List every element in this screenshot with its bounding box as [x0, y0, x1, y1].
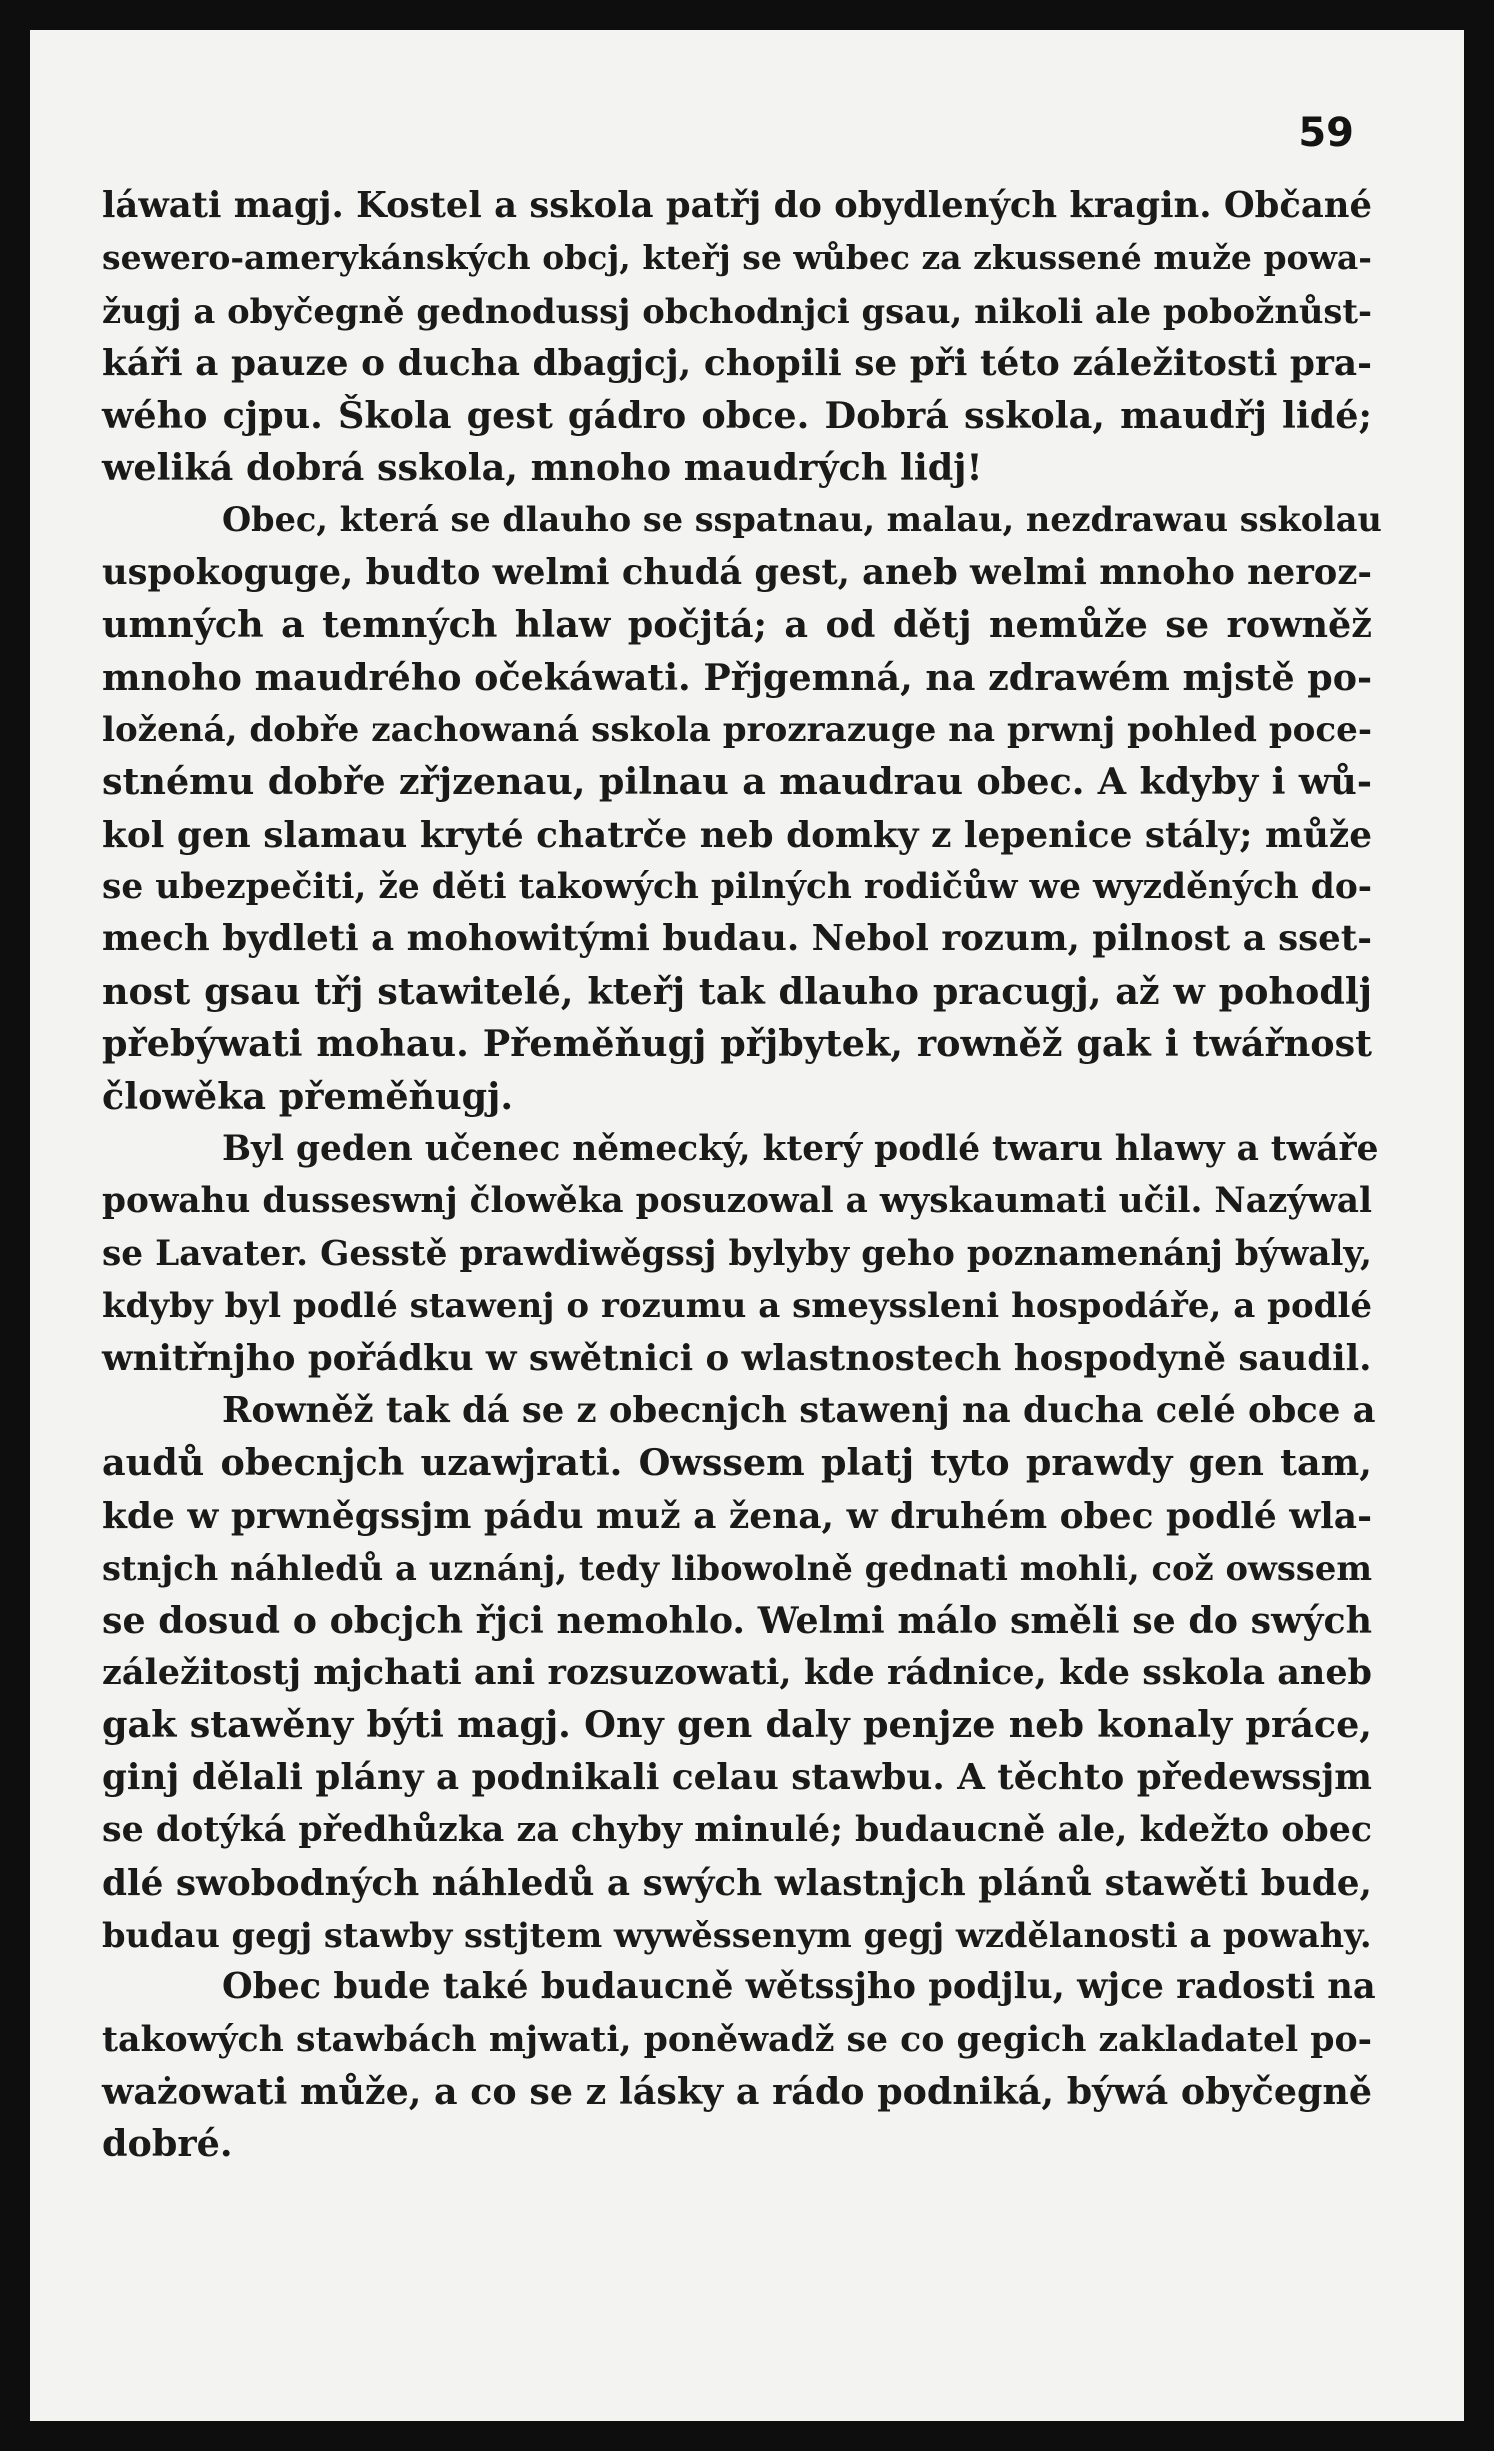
- page-number: 59: [1298, 110, 1354, 156]
- text-line: se dosud o obcjch řjci nemohlo. Welmi málo směli se do swých: [102, 1598, 1372, 1642]
- text-line: kde w prwněgssjm pádu muž a žena, w druhém obec podlé wla-: [102, 1494, 1372, 1537]
- text-line: sewero-amerykánských obcj, kteřj se wůbec za zkussené muže powa-: [102, 238, 1372, 278]
- text-line: se Lavater. Gesstě prawdiwěgssj bylyby geho poznamenánj býwaly,: [102, 1233, 1372, 1274]
- text-line: takowých stawbách mjwati, poněwadž se co gegich zakladatel po-: [102, 2018, 1372, 2060]
- text-line: ložená, dobře zachowaná sskola prozrazuge na prwnj pohled poce-: [102, 709, 1372, 750]
- text-line: mnoho maudrého očekáwati. Přjgemná, na zdrawém mjstě po-: [102, 655, 1373, 699]
- text-line: weliká dobrá sskola, mnoho maudrých lidj!: [102, 445, 983, 489]
- text-line: se dotýká předhůzka za chyby minulé; budaucně ale, kdežto obec: [102, 1809, 1372, 1851]
- text-line: láwati magj. Kostel a sskola patřj do obydlených kragin. Občané: [102, 185, 1372, 226]
- body-text: [102, 180, 1382, 2171]
- text-line: se ubezpečiti, že děti takowých pilných rodičůw we wyzděných do-: [102, 867, 1372, 908]
- text-line: gak stawěny býti magj. Ony gen daly penjze neb konaly práce,: [102, 1703, 1372, 1747]
- text-line: ważowati může, a co se z lásky a rádo podniká, býwá obyčegně: [102, 2070, 1372, 2114]
- text-line: mech bydleti a mohowitými budau. Nebol rozum, pilnost a sset-: [102, 918, 1372, 960]
- book-page: [30, 30, 1464, 2421]
- text-line: dlé swobodných náhledů a swých wlastnjch plánů stawěti bude,: [102, 1861, 1372, 1904]
- text-line: stnému dobře zřjzenau, pilnau a maudrau obec. A kdyby i wů-: [102, 760, 1372, 804]
- text-line: Obec, která se dlauho se sspatnau, malau, nezdrawau sskolau: [222, 500, 1382, 540]
- text-line: powahu dusseswnj člowěka posuzowal a wyskaumati učil. Nazýwal: [102, 1181, 1372, 1222]
- text-line: Byl geden učenec německý, který podlé twaru hlawy a twáře: [222, 1129, 1379, 1170]
- text-line: wého cjpu. Škola gest gádro obce. Dobrá sskola, maudřj lidé;: [102, 393, 1372, 437]
- text-line: Rowněž tak dá se z obecnjch stawenj na ducha celé obce a: [222, 1389, 1376, 1431]
- text-line: žugj a obyčegně gednodussj obchodnjci gsau, nikoli ale pobožnůst-: [102, 290, 1372, 331]
- text-line: nost gsau třj stawitelé, kteřj tak dlauho pracugj, až w pohodlj: [102, 969, 1372, 1013]
- text-line: přebýwati mohau. Přeměňugj přjbytek, rowněž gak i twářnost: [102, 1022, 1372, 1066]
- text-line: ginj dělali plány a podnikali celau stawbu. A těchto předewssjm: [102, 1756, 1372, 1798]
- text-line: kol gen slamau kryté chatrče neb domky z lepenice stály; může: [102, 813, 1372, 856]
- text-line: člowěka přeměňugj.: [102, 1074, 514, 1118]
- text-line: stnjch náhledů a uznánj, tedy libowolně gednati mohli, což owssem: [102, 1548, 1372, 1589]
- text-line: umných a temných hlaw počjtá; a od dětj nemůže se rowněž: [102, 603, 1372, 647]
- text-line: budau gegj stawby sstjtem wywěssenym gegj wzdělanosti a powahy.: [102, 1914, 1372, 1955]
- text-line: kdyby byl podlé stawenj o rozumu a smeyssleni hospodáře, a podlé: [102, 1286, 1372, 1327]
- text-line: káři a pauze o ducha dbagjcj, chopili se při této záležitosti pra-: [102, 342, 1372, 385]
- text-line: audů obecnjch uzawjrati. Owssem platj tyto prawdy gen tam,: [102, 1441, 1372, 1485]
- text-line: wnitřnjho pořádku w swětnici o wlastnostech hospodyně saudil.: [102, 1337, 1372, 1379]
- text-line: uspokoguge, budto welmi chudá gest, aneb welmi mnoho neroz-: [102, 551, 1372, 593]
- text-line: Obec bude také budaucně wětssjho podjlu, wjce radosti na: [222, 1966, 1376, 2008]
- text-line: záležitostj mjchati ani rozsuzowati, kde rádnice, kde sskola aneb: [102, 1651, 1372, 1693]
- text-line: dobré.: [102, 2122, 233, 2166]
